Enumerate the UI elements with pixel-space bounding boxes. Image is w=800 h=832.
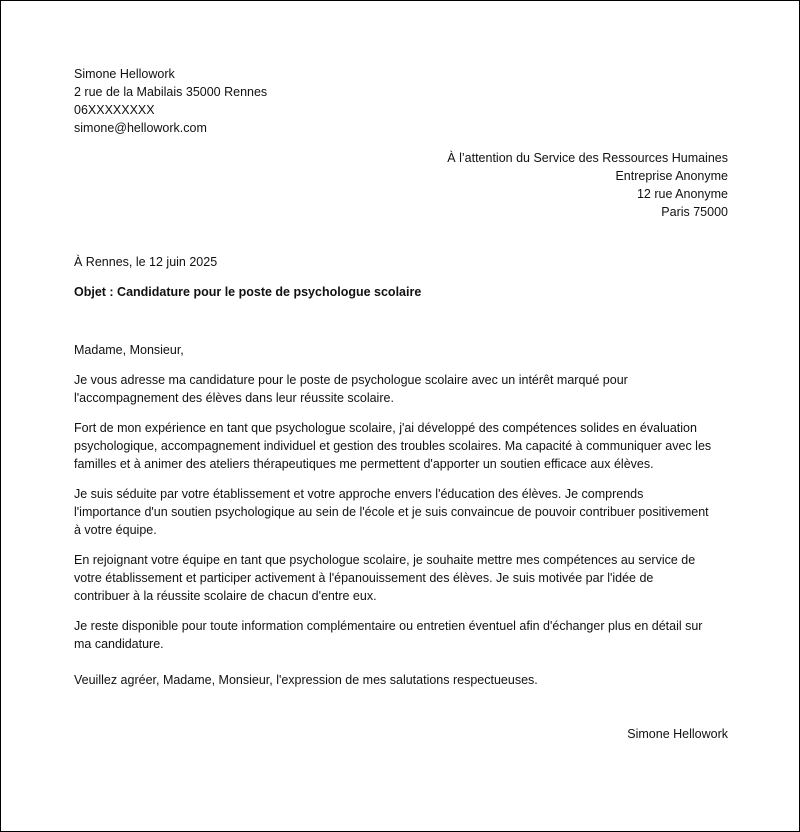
paragraph-line: votre établissement et participer activement à l'épanouissement des élèves. Je suis motivée par l'idée de [74, 571, 654, 585]
sender-address: 2 rue de la Mabilais 35000 Rennes [74, 85, 268, 99]
paragraph-line: l'accompagnement des élèves dans leur réussite scolaire. [74, 391, 394, 405]
sender-block [74, 65, 728, 137]
paragraph-line: En rejoignant votre équipe en tant que psychologue scolaire, je souhaite mettre mes compétences au service de [74, 553, 696, 567]
paragraph-line: l'importance d'un soutien psychologique au sein de l'école et je suis convaincue de pouvoir contribuer positivement [74, 505, 709, 519]
paragraph [74, 485, 728, 539]
paragraph-line: à votre équipe. [74, 523, 157, 537]
paragraph-line: ma candidature. [74, 637, 164, 651]
paragraph [74, 617, 728, 653]
closing-formula: Veuillez agréer, Madame, Monsieur, l'expression de mes salutations respectueuses. [74, 673, 538, 687]
date-line: À Rennes, le 12 juin 2025 [74, 255, 218, 269]
sender-phone: 06XXXXXXXX [74, 103, 155, 117]
signature: Simone Hellowork [627, 727, 728, 741]
sender-name: Simone Hellowork [74, 67, 175, 81]
recipient-block [74, 149, 728, 221]
recipient-city: Paris 75000 [661, 205, 728, 219]
recipient-attention: À l’attention du Service des Ressources Humaines [447, 151, 728, 165]
paragraph [74, 551, 728, 605]
paragraph-line: Je vous adresse ma candidature pour le poste de psychologue scolaire avec un intérêt marqué pour [74, 373, 628, 387]
paragraph-line: Fort de mon expérience en tant que psychologue scolaire, j'ai développé des compétences solides en évaluation [74, 421, 697, 435]
letter-body [74, 65, 728, 743]
paragraph-line: familles et à animer des ateliers thérapeutiques me permettent d'apporter un soutien efficace aux élèves. [74, 457, 654, 471]
paragraph [74, 371, 728, 407]
salutation: Madame, Monsieur, [74, 343, 184, 357]
paragraph-line: Je suis séduite par votre établissement et votre approche envers l'éducation des élèves. Je comprends [74, 487, 644, 501]
paragraph [74, 419, 728, 473]
recipient-street: 12 rue Anonyme [636, 187, 728, 201]
paragraph-line: contribuer à la réussite scolaire de chacun d'entre eux. [74, 589, 377, 603]
recipient-company: Entreprise Anonyme [615, 169, 728, 183]
paragraph-line: Je reste disponible pour toute information complémentaire ou entretien éventuel afin d'échanger plus en détail sur [74, 619, 703, 633]
subject-line: Objet : Candidature pour le poste de psychologue scolaire [74, 285, 422, 299]
paragraph-line: psychologique, accompagnement individuel et gestion des troubles scolaires. Ma capacité à communiquer avec les [74, 439, 712, 453]
sender-email: simone@hellowork.com [74, 121, 207, 135]
